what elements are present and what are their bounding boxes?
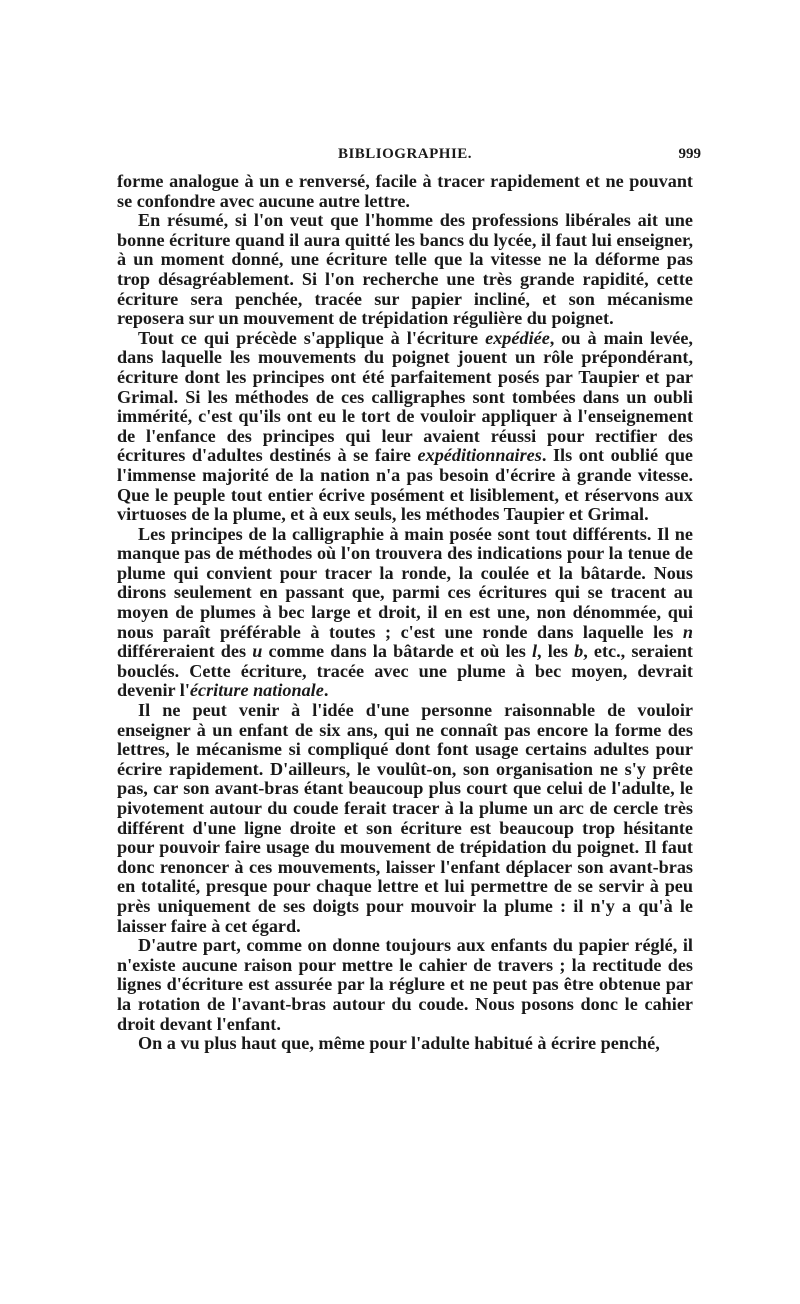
paragraph-3 (117, 329, 693, 525)
paragraph-5: Il ne peut venir à l'idée d'une personne raisonnable de vouloir enseigner à un enfant de six ans, qui ne connaît pas encore la forme des lettres, le mécanisme si compliqué dont font usage certains adultes pour écrire rapidement. D'ailleurs, le voulût-on, son organisation ne s'y prête pas, car son avant-bras étant beaucoup plus court que celui de l'adulte, le pivotement autour du coude ferait tracer à la plume un arc de cercle très différent d'une ligne droite et son écriture est beaucoup trop hésitante pour pouvoir faire usage du mouvement de trépidation du poignet. Il faut donc renoncer à ces mouvements, laisser l'enfant déplacer son avant-bras en totalité, presque pour chaque lettre et lui permettre de se servir à peu près uniquement de ses doigts pour mouvoir la plume : il n'y a qu'à le laisser faire à cet égard. (117, 700, 693, 936)
paragraph-4-text-f: . (323, 680, 329, 701)
page-number: 999 (678, 146, 701, 162)
page (117, 140, 701, 1054)
running-title: BIBLIOGRAPHIE. (337, 146, 473, 162)
term-ecriture-nationale: écriture nationale (189, 680, 324, 701)
paragraph-4-text-a: Les principes de la calligraphie à main posée sont tout différents. Il ne manque pas de méthodes où l'on trouvera des indications pour la tenue de plume qui convient pour tracer la ronde, la coulée et la bâtarde. Nous dirons seulement en passant que, parmi ces écritures qui se tracent au moyen de plumes à bec large et droit, il en est une, non dénommée, qui nous paraît préférable à toutes ; c'est une ronde dans laquelle les (117, 523, 693, 642)
paragraph-4 (117, 525, 693, 701)
paragraph-4-text-d: , les (537, 641, 575, 662)
letter-u: u (252, 641, 263, 662)
paragraph-4-text-b: différeraient des (117, 641, 253, 662)
letter-b: b (574, 641, 584, 662)
paragraph-1: forme analogue à un e renversé, facile à tracer rapidement et ne pouvant se confondre avec aucune autre lettre. (117, 171, 693, 211)
paragraph-2: En résumé, si l'on veut que l'homme des professions libérales ait une bonne écriture quand il aura quitté les bancs du lycée, il faut lui enseigner, à un moment donné, une écriture telle que la vitesse ne la déforme pas trop désagréablement. Si l'on recherche une très grande rapidité, cette écriture sera penchée, tracée sur papier incliné, et son mécanisme reposera sur un mouvement de trépidation régulière du poignet. (117, 210, 693, 329)
paragraph-3-text-b: , ou à main levée, dans laquelle les mouvements du poignet jouent un rôle prépondérant, écriture dont les principes ont été parfaitement posés par Taupier et par Grimal. Si les méthodes de ces calligraphes sont tombées dans un oubli immérité, c'est qu'ils ont eu le tort de vouloir appliquer à l'enseignement de l'enfance des principes qui leur avaient réussi pour rectifier des écritures d'adultes destinés à se faire (117, 327, 693, 466)
letter-l: l (531, 641, 538, 662)
paragraph-4-text-c: comme dans la bâtarde et où les (262, 641, 532, 662)
body-text (117, 172, 693, 1054)
paragraph-6: D'autre part, comme on donne toujours aux enfants du papier réglé, il n'existe aucune raison pour mettre le cahier de travers ; la rectitude des lignes d'écriture est assurée par la réglure et ne peut pas être obtenue par la rotation de l'avant-bras autour du coude. Nous posons donc le cahier droit devant l'enfant. (117, 935, 693, 1034)
term-expeditionnaires: expéditionnaires (417, 445, 542, 466)
letter-n: n (682, 621, 693, 642)
paragraph-4-text-e: , etc., seraient bouclés. Cette écriture, tracée avec une plume à bec moyen, devrait devenir l' (117, 641, 693, 701)
running-header (117, 140, 701, 168)
paragraph-3-text-c: . Ils ont oublié que l'immense majorité de la nation n'a pas besoin d'écrire à grande vitesse. Que le peuple tout entier écrive posément et lisiblement, et réservons aux virtuoses de la plume, et à eux seuls, les méthodes Taupier et Grimal. (117, 445, 694, 525)
term-expediee: expédiée (485, 327, 550, 348)
paragraph-7: On a vu plus haut que, même pour l'adulte habitué à écrire penché, (138, 1033, 660, 1054)
paragraph-3-text-a: Tout ce qui précède s'applique à l'écriture (138, 327, 486, 348)
